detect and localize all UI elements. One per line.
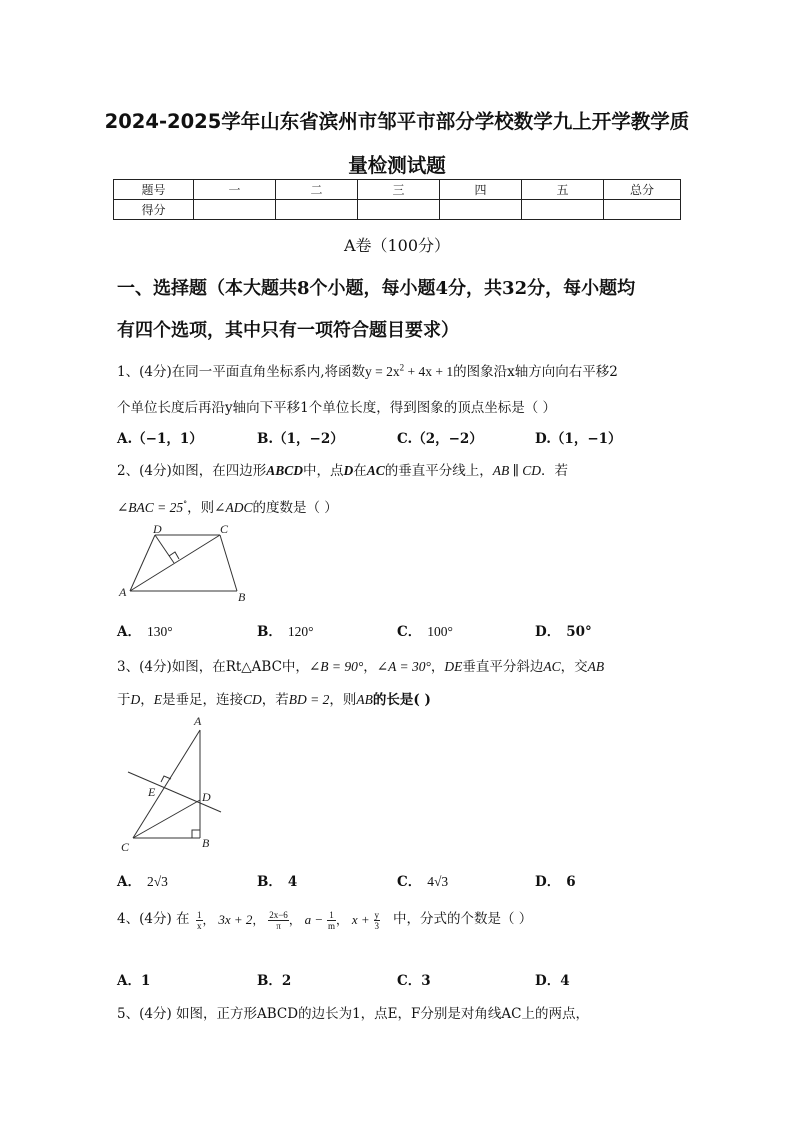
q4-expr-5: x + bbox=[351, 912, 370, 927]
q2-label-d: D bbox=[153, 522, 162, 536]
q2-parallel-formula: AB ∥ CD bbox=[492, 463, 541, 478]
q1-line2: 个单位长度后再沿y轴向下平移1个单位长度，得到图象的顶点坐标是（ ） bbox=[117, 400, 557, 416]
exam-title-line2: 量检测试题 bbox=[348, 154, 446, 177]
score-cell[interactable] bbox=[522, 200, 604, 220]
q1-option-c[interactable]: C.（2，−2） bbox=[397, 431, 483, 447]
q3-line2-e: ，则 bbox=[329, 692, 357, 708]
q4-expressions: $\frac{1}{x}$ ， 3x + 2， $\frac{2x-6}{\pi}$ ， a − $\frac{1}{m}$ ， x + $\frac{y}{3}$ bbox=[197, 910, 379, 931]
q2-line2-end: 的度数是（ ） bbox=[252, 500, 338, 516]
q3-line2-f: 的长是( ) bbox=[372, 692, 431, 708]
q2-side-ad bbox=[130, 535, 155, 591]
q3-line2-d: ，若 bbox=[261, 692, 289, 708]
q2-quad-name: ABCD bbox=[266, 463, 303, 478]
q3-label-d: D bbox=[202, 790, 211, 804]
q2-option-d-letter: D． bbox=[535, 624, 561, 640]
q3-option-c-value: 4√3 bbox=[427, 874, 449, 889]
q1-line1 bbox=[117, 360, 618, 380]
q2-option-c-value: 100° bbox=[427, 624, 453, 639]
score-cell[interactable] bbox=[276, 200, 358, 220]
q3-option-a-value: 2√3 bbox=[146, 874, 168, 889]
q3-line2-a: 于 bbox=[117, 692, 131, 708]
q3-option-c-letter: C． bbox=[397, 874, 422, 890]
q3-segment-ab: AB bbox=[587, 659, 605, 674]
score-table bbox=[113, 179, 681, 220]
q1-option-b[interactable]: B.（1，−2） bbox=[257, 431, 344, 447]
q2-option-a-letter: A． bbox=[117, 624, 141, 640]
q3-segment-ab-2: AB bbox=[356, 692, 373, 707]
section-1-heading-line1: 一、选择题（本大题共8个小题，每小题4分，共32分，每小题均 bbox=[117, 278, 636, 299]
q2-perpendicular-line bbox=[155, 535, 174, 563]
q2-option-c[interactable] bbox=[397, 620, 453, 640]
q2-mid3: 的垂直平分线上， bbox=[384, 463, 493, 479]
q3-point-d: D bbox=[130, 692, 141, 707]
score-cell[interactable] bbox=[194, 200, 276, 220]
score-cell[interactable] bbox=[604, 200, 681, 220]
q3-label-b: B bbox=[202, 836, 210, 850]
q2-angle-formula: ∠BAC = 25 bbox=[117, 500, 184, 515]
q2-diagonal-ac bbox=[130, 535, 220, 591]
score-cell[interactable] bbox=[358, 200, 440, 220]
q3-option-d[interactable] bbox=[535, 870, 576, 890]
q3-mid2: ，交 bbox=[560, 659, 588, 675]
q3-line1: 3、(4分)如图，在Rt△ABC中，∠B = 90°，∠A = 30°，DE垂直平分斜边AC，交AB bbox=[117, 659, 605, 675]
q3-option-b-letter: B． bbox=[257, 874, 282, 890]
q2-lead: 2、(4分)如图，在四边形 bbox=[117, 463, 267, 479]
q3-option-d-letter: D． bbox=[535, 874, 561, 890]
q4-option-c[interactable]: C．3 bbox=[397, 973, 431, 989]
q3-option-c[interactable] bbox=[397, 870, 448, 890]
section-1-heading-line2: 有四个选项，其中只有一项符合题目要求） bbox=[117, 320, 459, 341]
q1-tail: 的图象沿x轴方向向右平移2 bbox=[453, 364, 618, 380]
q2-option-a-value: 130° bbox=[146, 624, 173, 639]
q3-option-b-value: 4 bbox=[287, 874, 298, 890]
score-table-score-row bbox=[114, 200, 681, 220]
score-row-label: 得分 bbox=[114, 200, 194, 220]
q2-line2: ∠BAC = 25°，则∠ADC的度数是（ ） bbox=[117, 499, 338, 516]
q4-expr-5-frac: $\frac{y}{3}$ bbox=[374, 910, 379, 931]
q4-expr-4: a − bbox=[304, 912, 324, 927]
q2-point-d: D bbox=[343, 463, 354, 478]
q3-label-e: E bbox=[148, 785, 156, 799]
q3-lead: 3、(4分)如图，在Rt△ABC中， bbox=[117, 659, 309, 675]
q2-mid1: 中，点 bbox=[302, 463, 344, 479]
q1-lead: 1、(4分)在同一平面直角坐标系内,将函数 bbox=[117, 364, 366, 380]
q2-tail: ．若 bbox=[540, 463, 568, 479]
q3-bd-value: BD = 2 bbox=[288, 692, 330, 707]
q4-lead: 4、(4分) 在 bbox=[117, 911, 190, 927]
q3-angle-a: ∠A = 30° bbox=[376, 659, 431, 674]
score-cell[interactable] bbox=[440, 200, 522, 220]
q4-expr-1: $\frac{1}{x}$ bbox=[197, 910, 202, 931]
score-header-cell: 四 bbox=[440, 180, 522, 200]
q4-option-a[interactable]: A．1 bbox=[117, 973, 151, 989]
q2-option-b-value: 120° bbox=[287, 624, 314, 639]
score-header-cell: 二 bbox=[276, 180, 358, 200]
q2-quadrilateral-figure bbox=[115, 522, 255, 606]
q4-option-b[interactable]: B．2 bbox=[257, 973, 292, 989]
section-a-heading: A卷（100分） bbox=[343, 236, 451, 255]
q2-line1 bbox=[117, 459, 568, 479]
q2-option-d-value: 50° bbox=[566, 624, 592, 640]
q5-line1: 5、(4分) 如图，正方形ABCD的边长为1，点E，F分别是对角线AC上的两点， bbox=[117, 1006, 589, 1022]
q3-hypotenuse-ca bbox=[133, 730, 200, 838]
q3-label-a: A bbox=[194, 714, 202, 728]
q3-option-a-letter: A． bbox=[117, 874, 141, 890]
q3-line2-b: ， bbox=[140, 692, 154, 708]
q2-side-cb bbox=[220, 535, 237, 591]
q2-label-a: A bbox=[119, 585, 127, 599]
q3-label-c: C bbox=[121, 840, 130, 854]
q3-option-d-value: 6 bbox=[566, 874, 576, 890]
q3-angle-b: ∠B = 90° bbox=[308, 659, 364, 674]
q2-angle-adc: ADC bbox=[225, 500, 253, 515]
q1-option-d[interactable]: D.（1，−1） bbox=[535, 431, 622, 447]
q3-line2 bbox=[117, 688, 431, 708]
q4-expr-4-frac: $\frac{1}{m}$ bbox=[328, 910, 336, 931]
score-header-cell: 一 bbox=[194, 180, 276, 200]
q2-option-b-letter: B． bbox=[257, 624, 282, 640]
score-header-cell: 三 bbox=[358, 180, 440, 200]
q3-right-angle-b bbox=[192, 830, 200, 838]
exam-title-line1: 2024-2025学年山东省滨州市邹平市部分学校数学九上开学教学质 bbox=[104, 110, 690, 133]
q3-option-a[interactable] bbox=[117, 870, 168, 890]
q4-expr-3: $\frac{2x-6}{\pi}$ bbox=[269, 910, 288, 931]
score-table-header-row bbox=[114, 180, 681, 200]
q2-segment-ac: AC bbox=[366, 463, 385, 478]
q3-mid1: 垂直平分斜边 bbox=[462, 659, 544, 675]
q1-function-formula: $y = 2x^2 + 4x + 1$ bbox=[365, 362, 454, 379]
q4-option-d[interactable]: D．4 bbox=[535, 973, 570, 989]
score-header-cell: 题号 bbox=[114, 180, 194, 200]
q3-segment-ac: AC bbox=[543, 659, 561, 674]
score-header-cell: 五 bbox=[522, 180, 604, 200]
q3-point-e: E bbox=[153, 692, 162, 707]
q3-segment-cd: CD bbox=[243, 692, 262, 707]
q3-segment-cd bbox=[133, 800, 200, 838]
q2-mid2: 在 bbox=[353, 463, 367, 479]
q4-tail: 中，分式的个数是（ ） bbox=[393, 911, 533, 927]
score-header-cell: 总分 bbox=[604, 180, 681, 200]
q2-option-b[interactable] bbox=[257, 620, 314, 640]
q2-option-c-letter: C． bbox=[397, 624, 422, 640]
q3-triangle-figure bbox=[116, 712, 228, 854]
q2-label-c: C bbox=[220, 522, 229, 536]
q2-label-b: B bbox=[238, 590, 246, 604]
q2-option-a[interactable] bbox=[117, 620, 173, 640]
q2-line2-tail: ，则∠ bbox=[187, 500, 226, 516]
q1-option-a[interactable]: A.（−1，1） bbox=[117, 431, 203, 447]
q3-option-b[interactable] bbox=[257, 870, 297, 890]
q2-option-d[interactable] bbox=[535, 620, 592, 640]
q3-segment-de: DE bbox=[444, 659, 463, 674]
q3-line2-c: 是垂足，连接 bbox=[162, 692, 243, 708]
q4-expr-2: 3x + 2 bbox=[218, 912, 253, 927]
